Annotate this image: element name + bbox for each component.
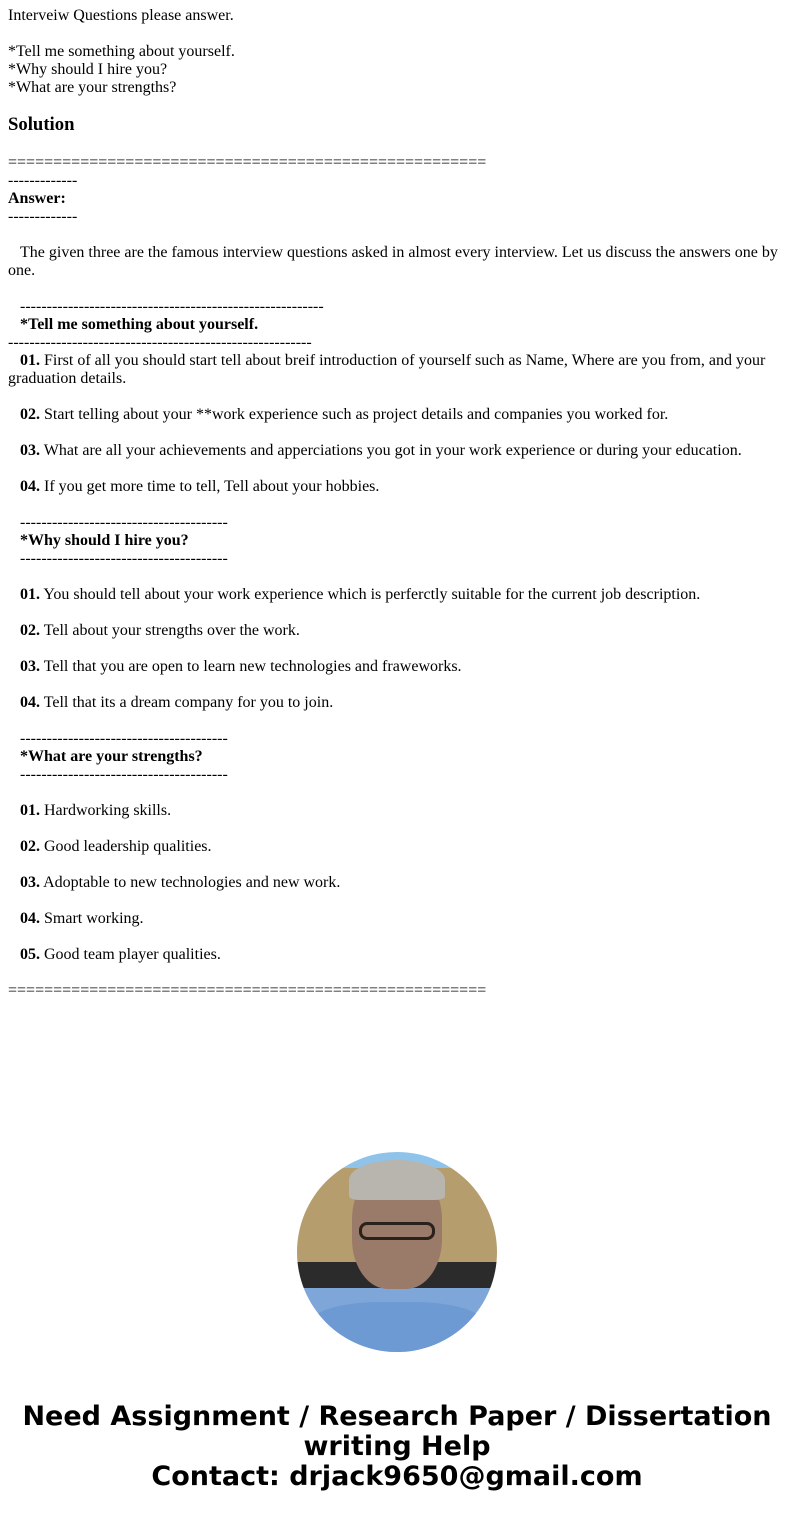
item-number: 01. — [20, 352, 40, 369]
section-rule: --------------------------------------- — [20, 766, 228, 783]
rule: ------------- — [8, 172, 78, 189]
item-number: 04. — [20, 694, 40, 711]
item-text: Smart working. — [40, 910, 144, 927]
answer-label: Answer: — [8, 190, 66, 207]
item-text: Tell that its a dream company for you to join. — [40, 694, 334, 711]
item-text: Start telling about your **work experience such as project details and companies you worked for. — [40, 406, 669, 423]
question-title: Interveiw Questions please answer. — [8, 7, 234, 24]
solution-heading: Solution — [8, 114, 75, 135]
list-item — [8, 874, 786, 892]
list-item — [8, 406, 786, 424]
author-photo — [297, 1152, 497, 1352]
spacer — [8, 460, 786, 478]
item-number: 02. — [20, 838, 40, 855]
item-number: 03. — [20, 658, 40, 675]
question-item: *What are your strengths? — [8, 79, 177, 96]
footer-line: Need Assignment / Research Paper / Dissertation writing Help — [22, 1401, 772, 1462]
intro: The given three are the famous interview questions asked in almost every interview. Let us discuss the answers one by one. — [8, 244, 782, 279]
item-text: First of all you should start tell about breif introduction of yourself such as Name, Where are you from, and your graduation details. — [8, 352, 770, 387]
section-rule: --------------------------------------- — [20, 730, 228, 747]
item-text: Good team player qualities. — [40, 946, 221, 963]
rule: ===================================================== — [8, 154, 487, 171]
spacer — [8, 568, 786, 586]
section-rule: --------------------------------------------------------- — [20, 298, 324, 315]
spacer — [8, 676, 786, 694]
rule: ------------- — [8, 208, 78, 225]
item-number: 05. — [20, 946, 40, 963]
item-number: 04. — [20, 478, 40, 495]
spacer — [8, 604, 786, 622]
spacer — [8, 964, 786, 982]
section-rule: --------------------------------------- — [20, 514, 228, 531]
item-text: You should tell about your work experience which is perferctly suitable for the current job description. — [40, 586, 701, 603]
spacer — [8, 820, 786, 838]
footer-banner — [8, 1402, 786, 1492]
list-item — [8, 622, 786, 640]
item-number: 04. — [20, 910, 40, 927]
item-number: 01. — [20, 586, 40, 603]
list-item — [8, 586, 786, 604]
item-text: Good leadership qualities. — [40, 838, 212, 855]
item-number: 02. — [20, 622, 40, 639]
list-item — [8, 910, 786, 928]
spacer — [8, 892, 786, 910]
item-text: Tell about your strengths over the work. — [40, 622, 300, 639]
list-item — [8, 694, 786, 712]
list-item — [8, 802, 786, 820]
rule: ===================================================== — [8, 982, 487, 999]
spacer — [8, 640, 786, 658]
item-number: 02. — [20, 406, 40, 423]
spacer — [8, 856, 786, 874]
spacer — [8, 388, 786, 406]
section-heading: *Why should I hire you? — [20, 532, 189, 549]
spacer — [8, 712, 786, 730]
item-text: What are all your achievements and apperciations you got in your work experience or during your education. — [40, 442, 742, 459]
spacer — [8, 496, 786, 514]
item-text: Hardworking skills. — [40, 802, 172, 819]
list-item — [8, 478, 786, 496]
footer-contact: Contact: drjack9650@gmail.com — [151, 1461, 643, 1492]
list-item — [8, 658, 786, 676]
question-item: *Why should I hire you? — [8, 61, 168, 78]
item-text: Adoptable to new technologies and new work. — [40, 874, 341, 891]
item-text: If you get more time to tell, Tell about your hobbies. — [40, 478, 380, 495]
list-item — [8, 442, 786, 460]
section-heading: *Tell me something about yourself. — [20, 316, 259, 333]
spacer — [8, 784, 786, 802]
list-item — [8, 946, 786, 964]
question-item: *Tell me something about yourself. — [8, 43, 235, 60]
item-text: Tell that you are open to learn new technologies and fraweworks. — [40, 658, 462, 675]
section-rule: --------------------------------------- — [20, 550, 228, 567]
section-rule: --------------------------------------------------------- — [8, 334, 312, 351]
list-item — [8, 352, 786, 388]
spacer — [8, 928, 786, 946]
item-number: 03. — [20, 874, 40, 891]
list-item — [8, 838, 786, 856]
item-number: 01. — [20, 802, 40, 819]
item-number: 03. — [20, 442, 40, 459]
spacer — [8, 424, 786, 442]
section-heading: *What are your strengths? — [20, 748, 203, 765]
